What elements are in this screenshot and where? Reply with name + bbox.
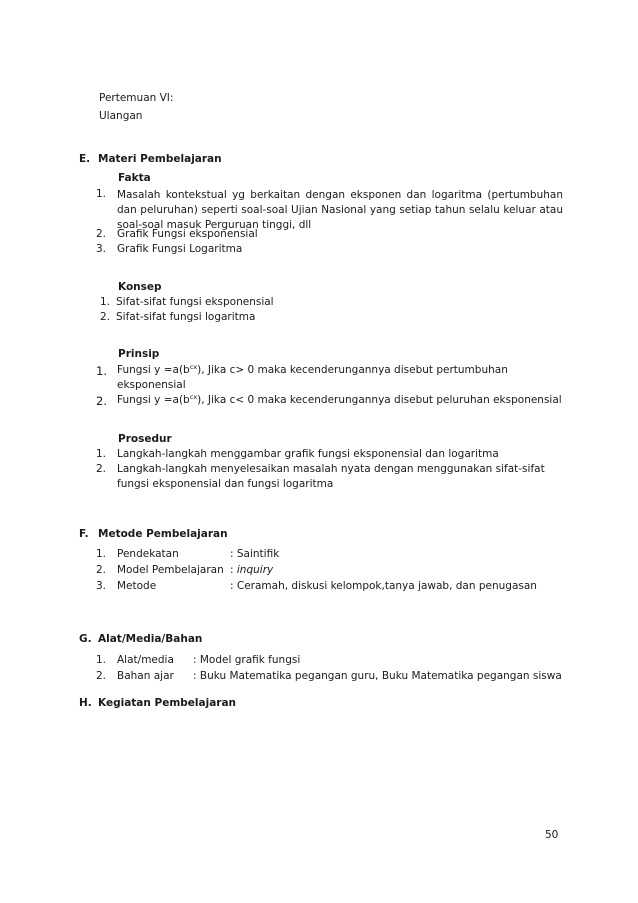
media-item-2-number: 2.: [96, 670, 107, 682]
media-item-2-value: : Buku Matematika pegangan guru, Buku Matematika pegangan siswa: [193, 670, 562, 682]
media-item-1-number: 1.: [96, 654, 107, 666]
fakta-item-3-number: 3.: [96, 243, 107, 255]
fakta-item-2-text: Grafik Fungsi eksponensial: [117, 228, 258, 240]
prosedur-item-1-text: Langkah-langkah menggambar grafik fungsi eksponensial dan logaritma: [117, 448, 499, 460]
media-item-1-label: Alat/media: [117, 654, 174, 666]
prosedur-item-2-text: Langkah-langkah menyelesaikan masalah nyata dengan menggunakan sifat-sifat: [117, 463, 545, 475]
method-item-1-value: : Saintifik: [230, 548, 280, 560]
meeting-title: Pertemuan VI:: [99, 92, 174, 104]
section-h-title: Kegiatan Pembelajaran: [98, 697, 237, 709]
fakta-item-1-text: Masalah kontekstual yg berkaitan dengan eksponen dan logaritma (pertumbuhan dan peluruhan) seperti soal-soal Ujian Nasional yang setiap tahun selalu keluar atau soal-soal masuk Perguruan tinggi, dll: [117, 189, 563, 231]
konsep-item-2-number: 2.: [100, 311, 111, 323]
prosedur-item-2-number: 2.: [96, 463, 107, 475]
prinsip-item-2-number: 2.: [96, 394, 107, 408]
section-g-title: Alat/Media/Bahan: [98, 633, 203, 645]
konsep-item-2-text: Sifat-sifat fungsi logaritma: [116, 311, 256, 323]
prinsip-item-1-number: 1.: [96, 364, 107, 378]
method-item-3-label: Metode: [117, 580, 157, 592]
konsep-heading: Konsep: [118, 281, 162, 293]
method-item-2-label: Model Pembelajaran: [117, 564, 224, 576]
prinsip-item-2-text: Fungsi $y =a(b^{cx})$, Jika c< 0 maka kecenderungannya disebut peluruhan eksponensial: [117, 393, 562, 406]
konsep-item-1-number: 1.: [100, 296, 111, 308]
media-item-1-value: : Model grafik fungsi: [193, 654, 301, 666]
section-h-letter: H.: [79, 697, 92, 709]
fakta-item-3-text: Grafik Fungsi Logaritma: [117, 243, 243, 255]
method-item-3-number: 3.: [96, 580, 107, 592]
fakta-heading: Fakta: [118, 172, 151, 184]
section-e-letter: E.: [79, 153, 91, 165]
method-item-1-number: 1.: [96, 548, 107, 560]
section-f-letter: F.: [79, 528, 89, 540]
prosedur-item-1-number: 1.: [96, 448, 107, 460]
method-item-2-value: : inquiry: [230, 564, 274, 576]
prinsip-heading: Prinsip: [118, 348, 160, 360]
media-item-2-label: Bahan ajar: [117, 670, 174, 682]
method-item-1-label: Pendekatan: [117, 548, 179, 560]
prinsip-item-1-text: Fungsi $y =a(b^{cx})$, Jika c> 0 maka kecenderungannya disebut pertumbuhan: [117, 363, 508, 376]
prosedur-item-2-continuation: fungsi eksponensial dan fungsi logaritma: [117, 478, 334, 490]
method-item-2-number: 2.: [96, 564, 107, 576]
section-e-title: Materi Pembelajaran: [98, 153, 222, 165]
section-f-title: Metode Pembelajaran: [98, 528, 228, 540]
page-number: 50: [545, 829, 559, 841]
meeting-topic: Ulangan: [99, 110, 143, 122]
section-g-letter: G.: [79, 633, 92, 645]
fakta-item-1-number: 1.: [96, 188, 107, 200]
konsep-item-1-text: Sifat-sifat fungsi eksponensial: [116, 296, 274, 308]
fakta-item-2-number: 2.: [96, 228, 107, 240]
prinsip-item-1-continuation: eksponensial: [117, 379, 186, 391]
prosedur-heading: Prosedur: [118, 433, 172, 445]
method-item-3-value: : Ceramah, diskusi kelompok,tanya jawab, dan penugasan: [230, 580, 537, 592]
